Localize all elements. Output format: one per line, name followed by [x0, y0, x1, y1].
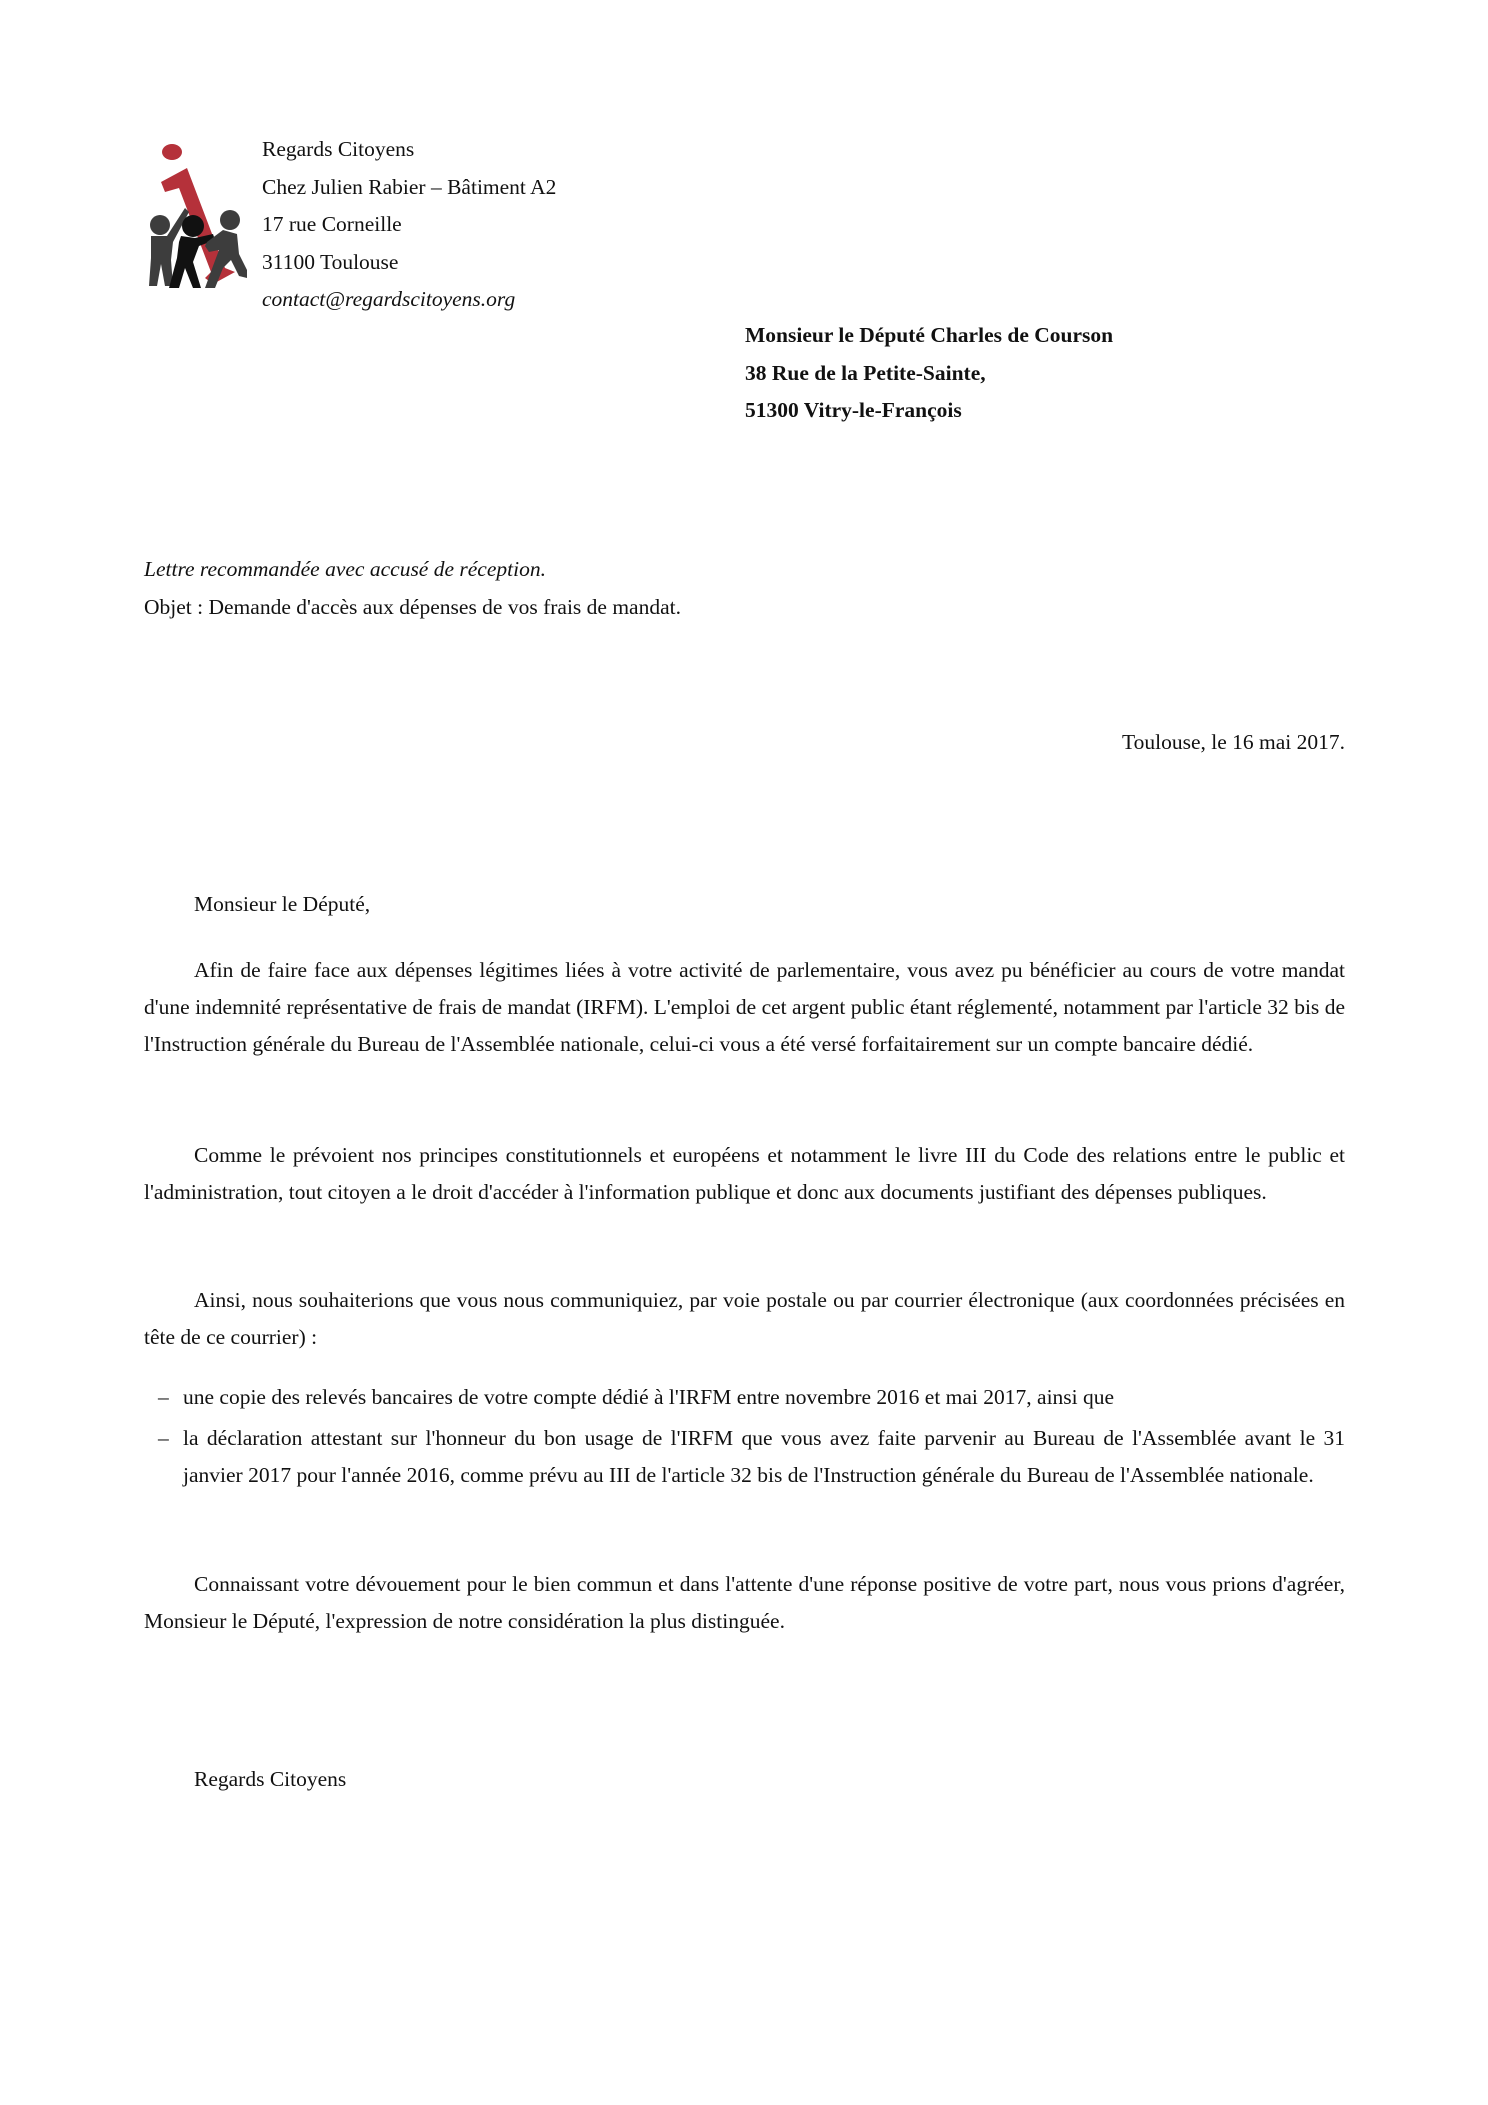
list-item-text: la déclaration attestant sur l'honneur du bon usage de l'IRFM que vous avez faite parvenir au Bureau de l'Assemblée avant le 31 janvier 2017 pour l'année 2016, comme prévu au III de l'article 32 bis de l'Instruction générale du Bureau de l'Assemblée nationale.: [183, 1426, 1345, 1488]
closing-paragraph: Connaissant votre dévouement pour le bien commun et dans l'attente d'une réponse positive de votre part, nous vous prions d'agréer, Monsieur le Député, l'expression de notre considération la plus distinguée.: [144, 1572, 1345, 1634]
list-item-text: une copie des relevés bancaires de votre compte dédié à l'IRFM entre novembre 2016 et mai 2017, ainsi que: [183, 1385, 1115, 1409]
sender-city: 31100 Toulouse: [262, 249, 399, 274]
dash-bullet: –: [158, 1426, 169, 1451]
body-paragraph-irfm: Afin de faire face aux dépenses légitimes liées à votre activité de parlementaire, vous avez pu bénéficier au cours de votre mandat d'une indemnité représentative de frais de mandat (IRFM). L'emploi de cet argent public étant réglementé, notamment par l'article 32 bis de l'Instruction générale du Bureau de l'Assemblée nationale, celui-ci vous a été versé forfaitairement sur un compte bancaire dédié.: [144, 958, 1345, 1057]
signature: Regards Citoyens: [194, 1767, 347, 1791]
body-paragraph-request: Ainsi, nous souhaiterions que vous nous communiquiez, par voie postale ou par courrier électronique (aux coordonnées précisées en tête de ce courrier) :: [144, 1288, 1345, 1350]
mention-subject-block: [144, 551, 681, 626]
requested-documents-list: [144, 1379, 1345, 1499]
recipient-street: 38 Rue de la Petite-Sainte,: [745, 360, 986, 385]
sender-address-line: Chez Julien Rabier – Bâtiment A2: [262, 174, 557, 199]
regards-citoyens-logo-icon: [143, 138, 249, 288]
registered-mail-mention: Lettre recommandée avec accusé de réception.: [144, 557, 546, 581]
recipient-name: Monsieur le Député Charles de Courson: [745, 323, 1114, 347]
recipient-address: [745, 317, 1113, 430]
date-line: Toulouse, le 16 mai 2017.: [1121, 730, 1345, 754]
list-item: [144, 1379, 1345, 1416]
sender-street: 17 rue Corneille: [262, 212, 402, 236]
body-paragraph-right-of-access: Comme le prévoient nos principes constitutionnels et européens et notamment le livre III du Code des relations entre le public et l'administration, tout citoyen a le droit d'accéder à l'information publique et donc aux documents justifiant des dépenses publiques.: [144, 1143, 1345, 1205]
sender-address: [262, 131, 556, 319]
sender-email-link[interactable]: contact@regardscitoyens.org: [262, 287, 516, 311]
subject-line: Objet : Demande d'accès aux dépenses de vos frais de mandat.: [144, 594, 681, 619]
dash-bullet: –: [158, 1385, 169, 1409]
recipient-city: 51300 Vitry-le-François: [745, 398, 962, 422]
sender-name: Regards Citoyens: [262, 137, 415, 161]
list-item: [144, 1420, 1345, 1494]
salutation: Monsieur le Député,: [194, 892, 371, 916]
